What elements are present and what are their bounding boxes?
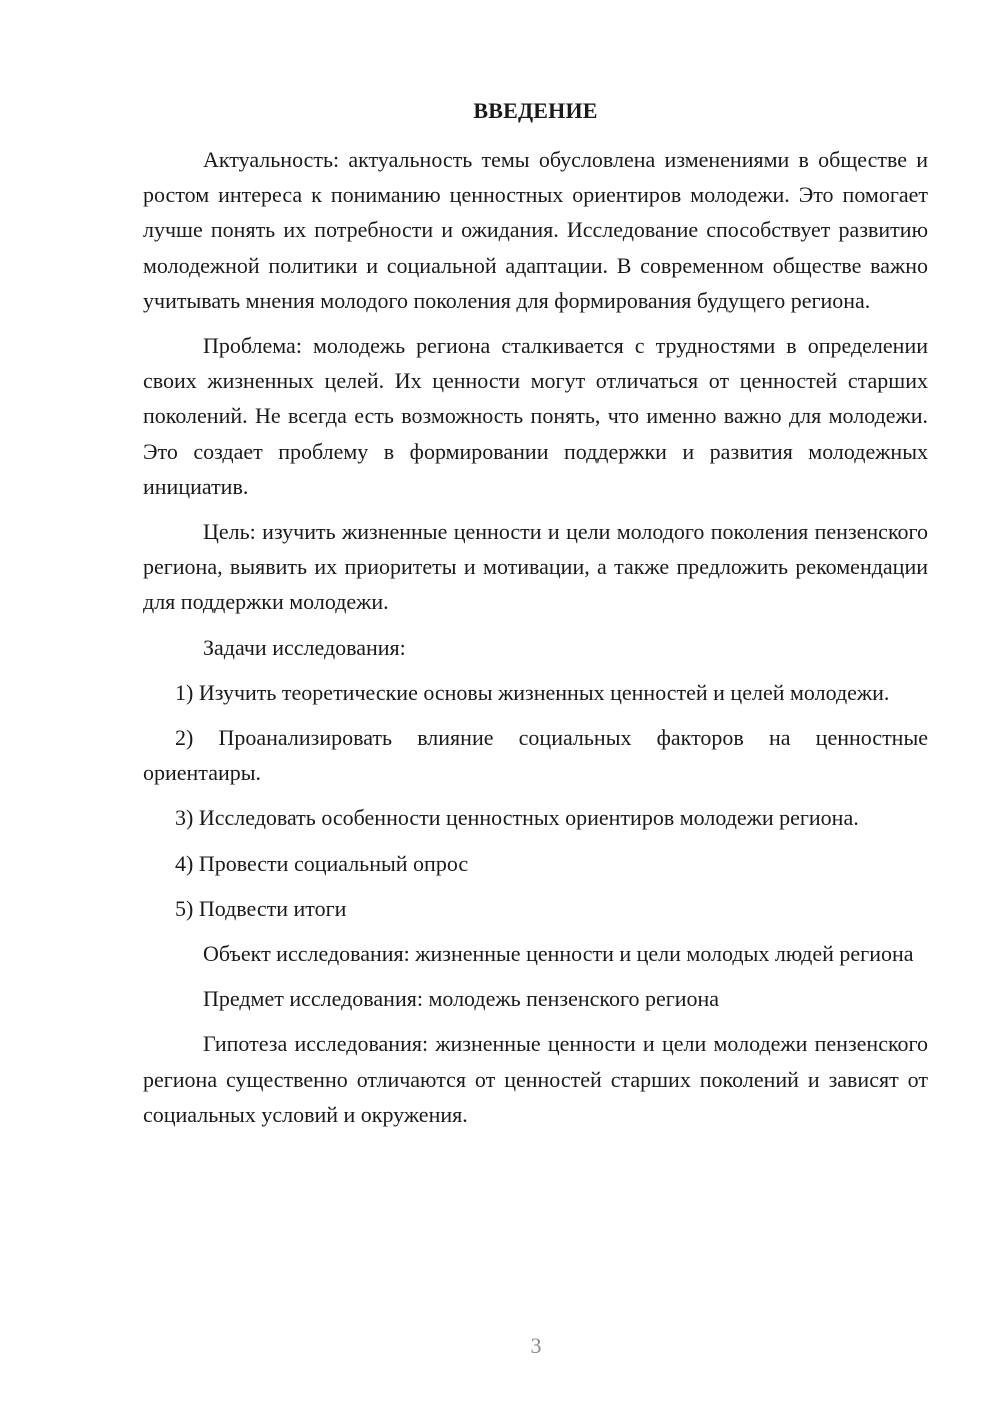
- document-page: [143, 96, 928, 1142]
- goal-paragraph: Цель: изучить жизненные ценности и цели молодого поколения пензенского региона, выявить их приоритеты и мотивации, а также предложить рекомендации для поддержки молодежи.: [143, 519, 928, 615]
- problem-paragraph: Проблема: молодежь региона сталкивается с трудностями в определении своих жизненных целей. Их ценности могут отличаться от ценностей старших поколений. Не всегда есть возможность понять, что именно важно для молодежи. Это создает проблему в формировании поддержки и развития молодежных инициатив.: [143, 333, 928, 499]
- task-item: 2) Проанализировать влияние социальных факторов на ценностные ориентаиры.: [143, 725, 928, 786]
- task-item: 3) Исследовать особенности ценностных ориентиров молодежи региона.: [175, 805, 859, 831]
- page-title: ВВЕДЕНИЕ: [473, 98, 598, 123]
- relevance-paragraph: Актуальность: актуальность темы обусловлена изменениями в обществе и ростом интереса к пониманию ценностных ориентиров молодежи. Это помогает лучше понять их потребности и ожидания. Исследование способствует развитию молодежной политики и социальной адаптации. В современном обществе важно учитывать мнения молодого поколения для формирования будущего региона.: [143, 147, 928, 313]
- object-paragraph: Объект исследования: жизненные ценности и цели молодых людей региона: [203, 941, 914, 967]
- subject-paragraph: Предмет исследования: молодежь пензенского региона: [203, 986, 720, 1012]
- task-item: 4) Провести социальный опрос: [175, 850, 469, 876]
- task-item: 5) Подвести итоги: [175, 895, 347, 921]
- task-item: 1) Изучить теоретические основы жизненных ценностей и целей молодежи.: [175, 679, 890, 705]
- tasks-heading: Задачи исследования:: [203, 634, 406, 660]
- hypothesis-paragraph: Гипотеза исследования: жизненные ценности и цели молодежи пензенского региона существенно отличаются от ценностей старших поколений и зависят от социальных условий и окружения.: [143, 1031, 928, 1127]
- page-number: 3: [530, 1333, 542, 1358]
